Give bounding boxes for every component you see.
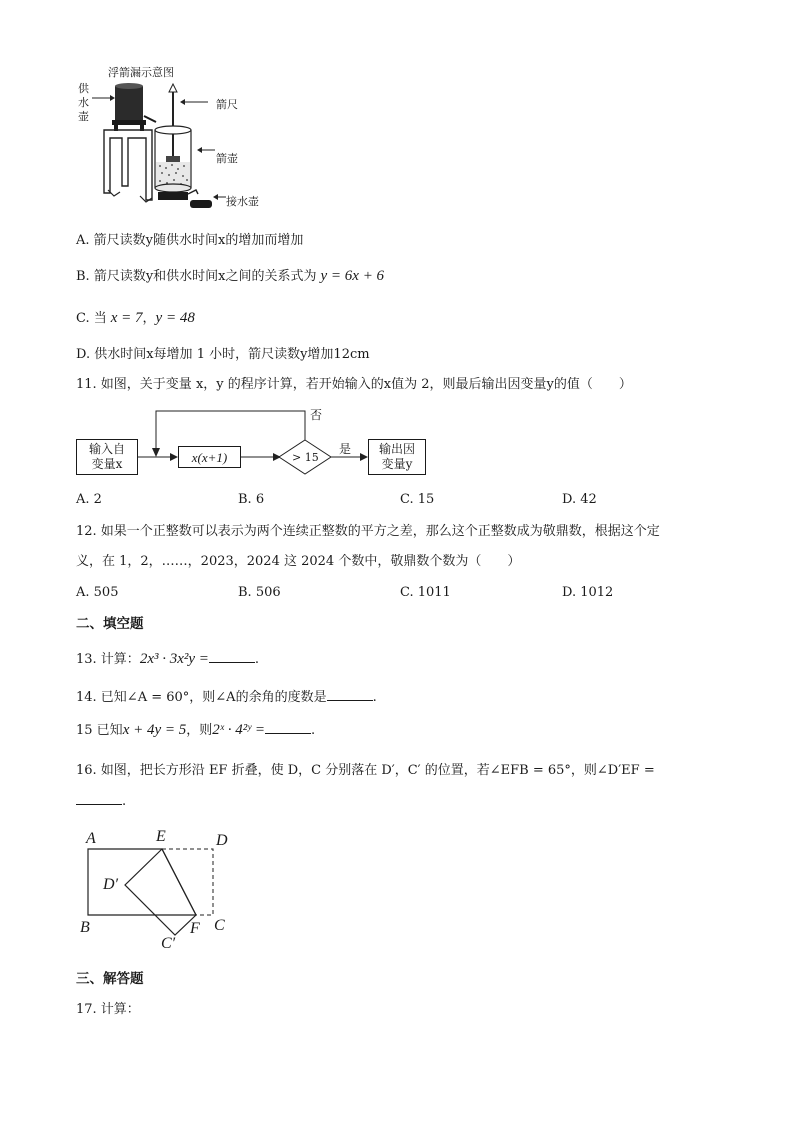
q16-suffix: . [122,794,127,809]
flow-input-line2: 变量x [91,457,123,471]
q13-suffix: . [254,652,260,667]
q12-option-b: B. 506 [238,585,281,600]
q12-option-d: D. 1012 [562,585,614,600]
q11-stem: 11. 如图，关于变量 x，y 的程序计算，若开始输入的x值为 2，则最后输出因变量y的值（ ） [76,377,632,392]
flow-yes-label: 是 [339,442,352,456]
fig16-label-cprime: C′ [161,935,176,952]
fig16-label-e: E [156,828,166,845]
q12-line-2: 义，在 1，2，……，2023，2024 这 2024 个数中，敬鼎数个数为（ ） [76,554,521,569]
q12-line-1: 12. 如果一个正整数可以表示为两个连续正整数的平方之差，那么这个正整数成为敬鼎数，根据这个定 [76,524,660,539]
q12-option-c: C. 1011 [400,585,451,600]
fig1-label-vessel: 箭壶 [216,152,238,165]
fig16-label-d: D [216,832,228,849]
q13-prefix: 13. 计算： [76,652,140,667]
fig1-label-supply-3: 壶 [78,110,89,123]
q11-option-a: A. 2 [76,492,102,507]
q10-option-d: D. 供水时间x每增加 1 小时，箭尺读数y增加12cm [76,347,370,362]
q10-option-b-formula: y = 6x + 6 [320,268,385,284]
fig16-label-dprime: D′ [103,876,119,893]
q15-formula-2: 2ˣ · 4²ʸ = [212,722,265,738]
q14-suffix: . [372,690,377,705]
fig16-label-a: A [86,830,96,847]
q13-formula: 2x³ · 3x²y = [139,651,209,667]
fig1-label-receiver: 接水壶 [226,195,259,208]
q11-option-b: B. 6 [238,492,265,507]
q10-option-c-formula-2: y = 48 [155,310,195,326]
fig16-label-b: B [80,919,90,936]
fig1-label-supply-2: 水 [78,96,89,109]
q16-line-1: 16. 如图，把长方形沿 EF 折叠，使 D，C 分别落在 D′，C′ 的位置，若∠EFB = 65°，则∠D′EF = [76,763,655,778]
fig1-title: 浮箭漏示意图 [108,66,174,79]
q10-option-b-text: B. 箭尺读数y和供水时间x之间的关系式为 [76,269,317,284]
flow-input-line1: 输入自 [88,442,125,456]
fig16-label-c: C [214,917,225,934]
fig16-label-f: F [190,920,200,937]
flow-no-label: 否 [310,408,323,422]
q12-option-a: A. 505 [76,585,119,600]
section-solve-heading: 三、解答题 [76,971,144,987]
fig1-label-supply-1: 供 [78,82,89,95]
q10-option-c-formula-1: x = 7 [110,310,143,326]
q10-option-c-sep: ， [142,311,156,326]
fig1-label-rod: 箭尺 [216,98,238,111]
q11-option-c: C. 15 [400,492,435,507]
q15-formula-1: x + 4y = 5 [122,722,187,738]
q10-option-c-text: C. 当 [76,311,107,326]
q17-stem: 17. 计算： [76,1002,140,1017]
q15-middle: ，则 [186,723,213,738]
flow-condition-text: > 15 [292,451,319,464]
flow-operation-text: x(x+1) [191,449,228,465]
flow-output-line2: 变量y [381,457,413,471]
flow-output-line1: 输出因 [378,442,415,456]
section-fill-in-heading: 二、填空题 [76,616,144,632]
q15-suffix: . [310,723,316,738]
q11-option-d: D. 42 [562,492,597,507]
q10-option-a: A. 箭尺读数y随供水时间x的增加而增加 [76,233,304,248]
q15-prefix: 15 已知 [76,723,123,738]
q14-text: 14. 已知∠A = 60°，则∠A的余角的度数是 [76,690,327,705]
